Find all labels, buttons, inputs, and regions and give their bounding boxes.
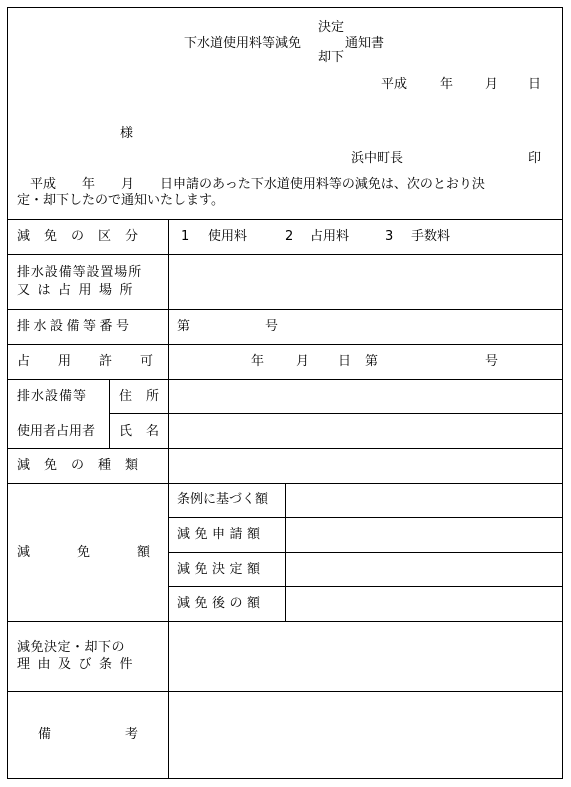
location-label-line2: 又は占用場所	[17, 283, 141, 298]
category-option-2: 占用料	[310, 229, 350, 244]
row-divider	[7, 691, 563, 692]
date-day: 日	[528, 77, 542, 92]
reason-label-line1: 減免決定・却下の	[17, 640, 126, 655]
amount-subcolumn-divider	[285, 483, 286, 621]
user-row-divider	[109, 413, 563, 414]
category-label-text: 減免の区分	[17, 229, 153, 244]
occupancy-permit-label: 占用許可	[17, 354, 182, 369]
user-group-label-line1: 排水設備等	[17, 389, 88, 404]
category-option-2-number: 2	[285, 229, 294, 244]
form-title-suffix: 通知書	[345, 36, 385, 51]
label-column-divider	[168, 219, 169, 779]
permit-month: 月	[296, 354, 310, 369]
row-divider	[7, 448, 563, 449]
amount-sub-divider	[168, 552, 563, 553]
facility-number-label: 排水設備等番号	[17, 319, 133, 334]
amount-sub-divider	[168, 517, 563, 518]
reason-label-line2: 理由及び条件	[17, 657, 141, 672]
reduction-amount-label: 減免額	[17, 545, 198, 560]
address-label: 住所	[119, 389, 174, 404]
location-label-line1: 排水設備等設置場所	[17, 265, 143, 280]
row-divider	[7, 379, 563, 380]
category-option-3: 手数料	[411, 229, 451, 244]
facility-number-suffix: 号	[265, 319, 279, 334]
amount-sub-divider	[168, 586, 563, 587]
name-label: 氏名	[119, 424, 174, 439]
facility-number-prefix: 第	[177, 319, 191, 334]
permit-day-number: 日第	[338, 354, 393, 369]
row-divider	[7, 309, 563, 310]
notice-body-line1: 平成 年 月 日申請のあった下水道使用料等の減免は、次のとおり決	[30, 177, 485, 192]
post-reduction-amount-label: 減免後の額	[177, 596, 265, 611]
permit-number-suffix: 号	[485, 354, 499, 369]
category-option-1: 使用料	[208, 229, 248, 244]
reduction-type-label: 減免の種類	[17, 458, 153, 473]
user-subcolumn-divider	[109, 379, 110, 448]
row-divider	[7, 254, 563, 255]
user-group-label-line2: 使用者占用者	[17, 424, 96, 439]
date-era: 平成	[381, 77, 408, 92]
ordinance-amount-label: 条例に基づく額	[177, 492, 269, 507]
requested-reduction-label: 減免申請額	[177, 527, 265, 542]
addressee-suffix: 様	[120, 126, 134, 141]
title-rejection-option: 却下	[318, 50, 345, 65]
notice-body-line2: 定・却下したので通知いたします。	[17, 193, 224, 208]
category-option-1-number: 1	[181, 229, 190, 244]
row-divider	[7, 344, 563, 345]
remarks-label: 備考	[38, 727, 213, 742]
row-divider	[7, 621, 563, 622]
title-decision-option: 決定	[318, 20, 345, 35]
category-option-3-number: 3	[385, 229, 394, 244]
seal-mark: 印	[528, 151, 542, 166]
date-month: 月	[485, 77, 499, 92]
category-label	[17, 229, 160, 244]
decided-reduction-label: 減免決定額	[177, 562, 265, 577]
row-divider	[7, 219, 563, 220]
date-year: 年	[440, 77, 454, 92]
issuer-name: 浜中町長	[351, 151, 404, 166]
permit-year: 年	[251, 354, 265, 369]
form-title: 下水道使用料等減免	[184, 36, 302, 51]
